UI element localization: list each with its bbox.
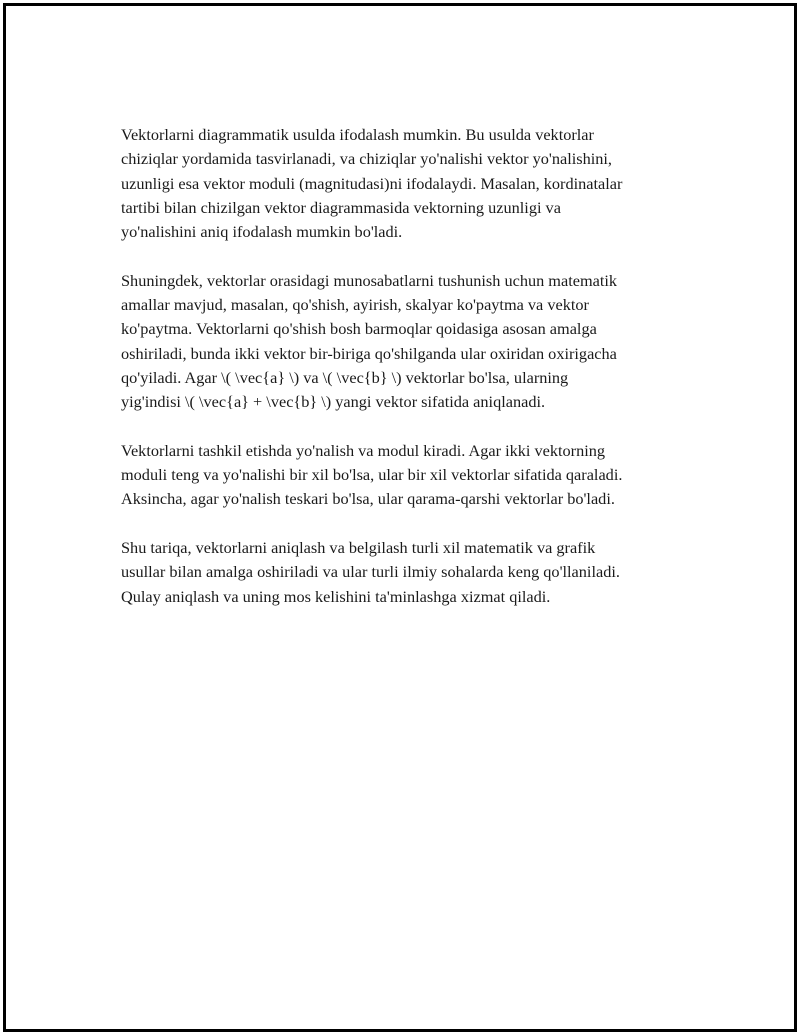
paragraph-direction-and-modulus: Vektorlarni tashkil etishda yo'nalish va modul kiradi. Agar ikki vektorning moduli teng va yo'nalishi bir xil bo'lsa, ular bir xil vektorlar sifatida qaraladi. Aksincha, agar yo'nalish teskari bo'lsa, ular qarama-qarshi vektorlar bo'ladi.: [121, 440, 623, 509]
page-border: [3, 3, 797, 1032]
paragraph-conclusion: Shu tariqa, vektorlarni aniqlash va belgilash turli xil matematik va grafik usullar bilan amalga oshiriladi va ular turli ilmiy sohalarda keng qo'llaniladi. Qulay aniqlash va uning mos kelishini ta'minlashga xizmat qiladi.: [121, 538, 620, 606]
paragraph-vector-diagrams: Vektorlarni diagrammatik usulda ifodalash mumkin. Bu usulda vektorlar chiziqlar yordamida tasvirlanadi, va chiziqlar yo'nalishi vektor yo'nalishini, uzunligi esa vektor moduli (magnitudasi)ni ifodalaydi. Masalan, kordinatalar tartibi bilan chizilgan vektor diagrammasida vektorning uzunligi va yo'nalishini aniq ifodalash mumkin bo'ladi.: [121, 125, 623, 242]
document-body: [121, 123, 693, 633]
paragraph-vector-operations: Shuningdek, vektorlar orasidagi munosabatlarni tushunish uchun matematik amallar mavjud, masalan, qo'shish, ayirish, skalyar ko'paytma va vektor ko'paytma. Vektorlarni qo'shish bosh barmoqlar qoidasiga asosan amalga oshiriladi, bunda ikki vektor bir-biriga qo'shilganda ular oxiridan oxirigacha qo'yiladi. Agar \( \vec{a} \) va \( \vec{b} \) vektorlar bo'lsa, ularning yig'indisi \( \vec{a} + \vec{b} \) yangi vektor sifatida aniqlanadi.: [121, 270, 618, 412]
